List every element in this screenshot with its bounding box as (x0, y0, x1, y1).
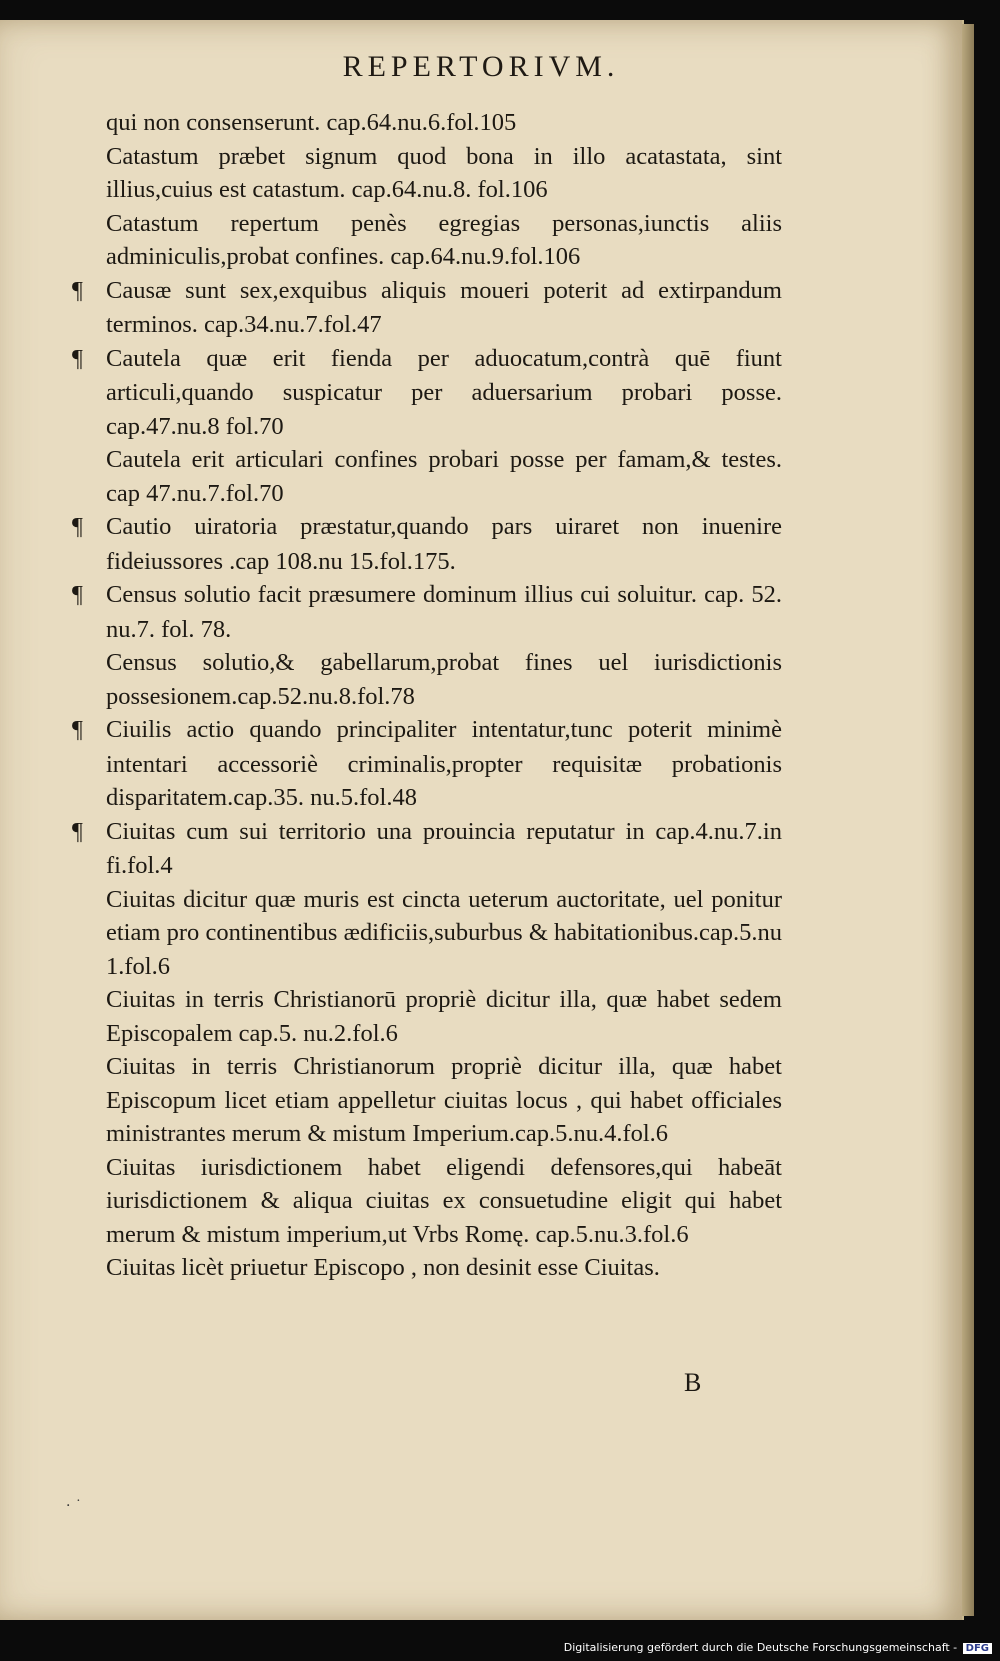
entry-text: Ciuitas cum sui territorio una prouincia reputatur in cap.4.nu.7.in fi.fol.4 (106, 817, 782, 879)
entry-text: Cautela erit articulari confines probari posse per famam,& testes. cap 47.nu.7.fol.70 (106, 446, 782, 507)
index-entry (72, 207, 782, 274)
credit-text: Digitalisierung gefördert durch die Deutsche Forschungsgemeinschaft - (563, 1641, 958, 1654)
entry-text: Ciuitas dicitur quæ muris est cincta ueterum auctoritate, uel ponitur etiam pro continentibus ædificiis,suburbus & habitationibus.cap.5.nu 1.fol.6 (106, 885, 782, 980)
entry-text: Causæ sunt sex,exquibus aliquis moueri poterit ad extirpandum terminos. cap.34.nu.7.fol.47 (106, 276, 782, 338)
digitization-credit (564, 1641, 992, 1654)
index-entry (72, 713, 782, 815)
index-entry (72, 342, 782, 444)
signature-mark: B (684, 1368, 702, 1397)
index-entry (72, 274, 782, 342)
index-entry (72, 1050, 782, 1151)
pilcrow-marker: ¶ (72, 582, 83, 608)
entry-text: Ciuilis actio quando principaliter intentatur,tunc poterit minimè intentari accessoriè criminalis,propter requisitæ probationis disparitatem.cap.35. nu.5.fol.48 (106, 716, 782, 811)
pilcrow-marker: ¶ (72, 514, 83, 540)
index-entry (72, 510, 782, 578)
pilcrow-marker: ¶ (72, 277, 83, 304)
pilcrow-marker: ¶ (72, 345, 83, 372)
entry-text: Catastum repertum penès egregias personas,iunctis aliis adminiculis,probat confines. cap.64.nu.9.fol.106 (106, 209, 782, 270)
index-entry (72, 983, 782, 1050)
page-edge (962, 24, 974, 1616)
index-entry (72, 106, 782, 140)
entry-text: Cautela quæ erit fienda per aduocatum,contrà quē fiunt articuli,quando suspicatur per aduersarium probari posse. cap.47.nu.8 fol.70 (106, 344, 782, 440)
index-entry (72, 1251, 782, 1285)
index-entry (72, 815, 782, 883)
dfg-logo: DFG (963, 1643, 992, 1654)
index-entry (72, 1151, 782, 1252)
index-entry (72, 646, 782, 713)
pilcrow-marker: ¶ (72, 818, 83, 845)
entry-text: Ciuitas iurisdictionem habet eligendi defensores,qui habeāt iurisdictionem & aliqua ciuitas ex consuetudine eligit qui habet merum & mistum imperium,ut Vrbs Romę. cap.5.nu.3.fol.6 (106, 1153, 782, 1248)
index-entry (72, 443, 782, 510)
entry-text: Ciuitas in terris Christianorum propriè dicitur illa, quæ habet Episcopum licet etiam appelletur ciuitas locus , qui habet officiales ministrantes merum & mistum Imperium.cap.5.nu.4.fol.6 (106, 1053, 782, 1147)
entry-text: Catastum præbet signum quod bona in illo acatastata, sint illius,cuius est catastum. cap.64.nu.8. fol.106 (106, 142, 782, 203)
index-entry (72, 883, 782, 984)
entry-text: Census solutio facit præsumere dominum illius cui soluitur. cap. 52. nu.7. fol. 78. (106, 581, 782, 643)
entry-text: Ciuitas licèt priuetur Episcopo , non desinit esse Ciuitas. (106, 1254, 660, 1281)
ink-specks: · ˙ (66, 1498, 82, 1514)
entry-text: Ciuitas in terris Christianorū propriè dicitur illa, quæ habet sedem Episcopalem cap.5. nu.2.fol.6 (106, 986, 782, 1047)
index-entry (72, 578, 782, 646)
running-header: REPERTORIVM. (342, 50, 620, 83)
index-text-block (72, 106, 782, 1285)
entry-text: qui non consenserunt. cap.64.nu.6.fol.105 (106, 109, 517, 136)
index-entry (72, 140, 782, 207)
entry-text: Census solutio,& gabellarum,probat fines uel iurisdictionis possesionem.cap.52.nu.8.fol.78 (106, 649, 782, 710)
entry-text: Cautio uiratoria præstatur,quando pars uiraret non inuenire fideiussores .cap 108.nu 15.fol.175. (106, 513, 782, 575)
pilcrow-marker: ¶ (72, 717, 83, 743)
